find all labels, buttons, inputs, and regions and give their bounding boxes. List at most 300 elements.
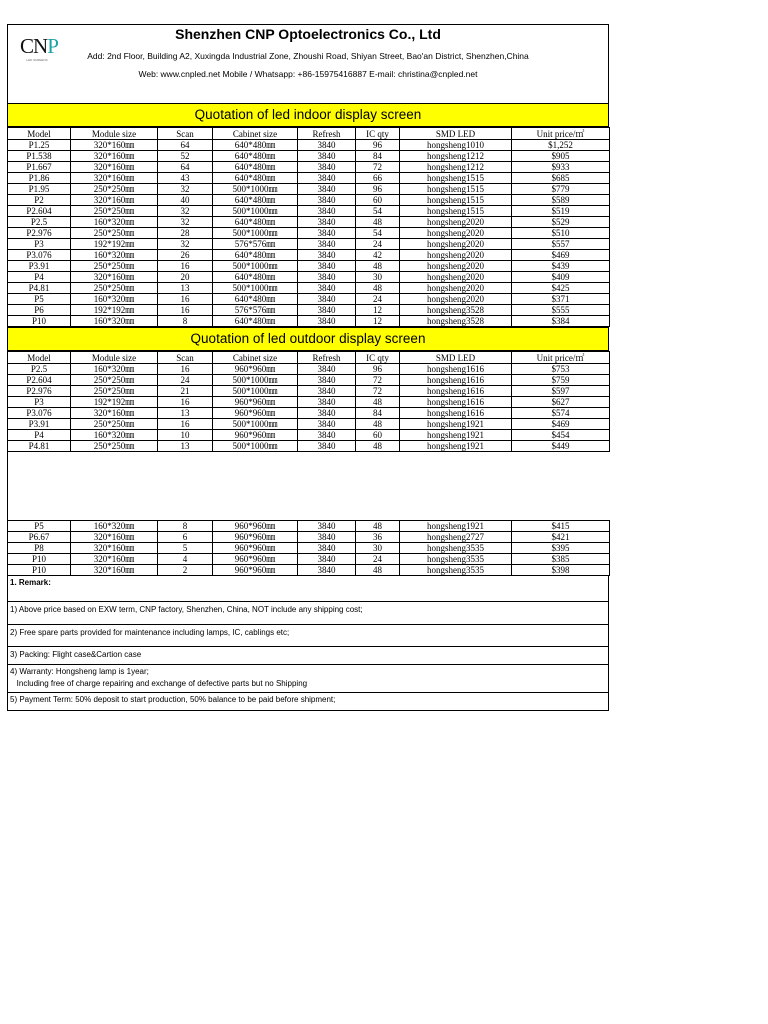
table-cell: P3 <box>8 397 71 408</box>
table-row <box>8 554 610 565</box>
outdoor-price-table-continued <box>7 520 610 576</box>
table-cell: hongsheng1515 <box>400 173 512 184</box>
table-cell: P3.91 <box>8 261 71 272</box>
table-cell: P1.25 <box>8 140 71 151</box>
table-cell: 160*320㎜ <box>71 521 158 532</box>
table-cell: 16 <box>158 294 213 305</box>
table-cell: 30 <box>356 543 400 554</box>
table-cell: 48 <box>356 217 400 228</box>
table-cell: $779 <box>512 184 610 195</box>
table-cell: 26 <box>158 250 213 261</box>
table-cell: 3840 <box>298 217 356 228</box>
table-cell: 500*1000㎜ <box>213 419 298 430</box>
table-cell: $449 <box>512 441 610 452</box>
table-cell: 48 <box>356 397 400 408</box>
table-cell: 160*320㎜ <box>71 294 158 305</box>
table-cell: 160*320㎜ <box>71 316 158 327</box>
table-cell: hongsheng2020 <box>400 217 512 228</box>
table-cell: 8 <box>158 316 213 327</box>
column-header: Unit price/㎡ <box>512 352 610 364</box>
table-cell: hongsheng2020 <box>400 228 512 239</box>
table-cell: hongsheng1515 <box>400 184 512 195</box>
table-cell: hongsheng2020 <box>400 261 512 272</box>
table-cell: 320*160㎜ <box>71 554 158 565</box>
table-cell: P1.538 <box>8 151 71 162</box>
column-header: Unit price/㎡ <box>512 128 610 140</box>
table-cell: 640*480㎜ <box>213 316 298 327</box>
table-cell: 640*480㎜ <box>213 294 298 305</box>
table-cell: 320*160㎜ <box>71 543 158 554</box>
remark-item: Including free of charge repairing and exchange of defective parts but no Shipping <box>10 679 308 688</box>
table-cell: hongsheng3535 <box>400 565 512 576</box>
table-cell: 32 <box>158 239 213 250</box>
remark-item: 4) Warranty: Hongsheng lamp is 1year; <box>10 667 149 676</box>
table-cell: hongsheng3535 <box>400 543 512 554</box>
table-row <box>8 521 610 532</box>
table-cell: $454 <box>512 430 610 441</box>
table-cell: 16 <box>158 419 213 430</box>
table-cell: 48 <box>356 521 400 532</box>
table-cell: hongsheng1010 <box>400 140 512 151</box>
company-header <box>7 24 609 103</box>
table-cell: P5 <box>8 294 71 305</box>
table-row <box>8 272 610 283</box>
table-cell: 320*160㎜ <box>71 565 158 576</box>
table-row <box>8 305 610 316</box>
column-header: Scan <box>158 128 213 140</box>
table-cell: 3840 <box>298 441 356 452</box>
table-cell: 250*250㎜ <box>71 228 158 239</box>
table-row <box>8 364 610 375</box>
table-cell: 640*480㎜ <box>213 195 298 206</box>
indoor-price-table <box>7 127 610 327</box>
table-cell: 48 <box>356 441 400 452</box>
table-cell: 96 <box>356 184 400 195</box>
table-cell: 3840 <box>298 375 356 386</box>
table-cell: 3840 <box>298 397 356 408</box>
table-cell: 250*250㎜ <box>71 184 158 195</box>
table-cell: 250*250㎜ <box>71 441 158 452</box>
table-cell: hongsheng1616 <box>400 375 512 386</box>
table-cell: P4.81 <box>8 441 71 452</box>
table-cell: 960*960㎜ <box>213 543 298 554</box>
table-cell: 500*1000㎜ <box>213 261 298 272</box>
table-cell: hongsheng1616 <box>400 364 512 375</box>
table-cell: $425 <box>512 283 610 294</box>
table-cell: $510 <box>512 228 610 239</box>
table-cell: 320*160㎜ <box>71 162 158 173</box>
table-cell: 36 <box>356 532 400 543</box>
table-cell: 24 <box>356 294 400 305</box>
table-cell: 52 <box>158 151 213 162</box>
table-cell: $905 <box>512 151 610 162</box>
table-row <box>8 228 610 239</box>
table-cell: 3840 <box>298 261 356 272</box>
table-header-row <box>8 352 610 364</box>
table-cell: 640*480㎜ <box>213 173 298 184</box>
table-cell: hongsheng1616 <box>400 408 512 419</box>
table-cell: $519 <box>512 206 610 217</box>
table-row <box>8 543 610 554</box>
table-cell: 20 <box>158 272 213 283</box>
table-cell: 192*192㎜ <box>71 239 158 250</box>
table-cell: 13 <box>158 441 213 452</box>
table-cell: 576*576㎜ <box>213 305 298 316</box>
table-cell: P5 <box>8 521 71 532</box>
table-cell: 3840 <box>298 521 356 532</box>
table-cell: hongsheng1515 <box>400 206 512 217</box>
table-cell: 3840 <box>298 532 356 543</box>
column-header: Module size <box>71 352 158 364</box>
remark-item: 5) Payment Term: 50% deposit to start production, 50% balance to be paid before shipment; <box>10 695 336 704</box>
outdoor-price-table <box>7 351 610 452</box>
company-name: Shenzhen CNP Optoelectronics Co., Ltd <box>175 26 441 42</box>
indoor-title: Quotation of led indoor display screen <box>7 103 609 127</box>
table-cell: 320*160㎜ <box>71 195 158 206</box>
table-cell: 84 <box>356 151 400 162</box>
table-cell: $574 <box>512 408 610 419</box>
table-row <box>8 140 610 151</box>
table-cell: 250*250㎜ <box>71 261 158 272</box>
table-cell: 6 <box>158 532 213 543</box>
table-cell: P10 <box>8 316 71 327</box>
table-cell: 43 <box>158 173 213 184</box>
logo-mark: CNP <box>20 34 58 58</box>
table-cell: 10 <box>158 430 213 441</box>
table-cell: hongsheng1616 <box>400 386 512 397</box>
table-cell: 320*160㎜ <box>71 272 158 283</box>
remark-item-warranty <box>8 665 608 693</box>
column-header: SMD LED <box>400 352 512 364</box>
table-cell: $385 <box>512 554 610 565</box>
table-cell: 960*960㎜ <box>213 565 298 576</box>
table-row <box>8 419 610 430</box>
table-row <box>8 261 610 272</box>
table-cell: P2.976 <box>8 228 71 239</box>
table-cell: 8 <box>158 521 213 532</box>
remarks-title: 1. Remark: <box>8 576 608 602</box>
table-cell: $398 <box>512 565 610 576</box>
table-cell: hongsheng1921 <box>400 441 512 452</box>
column-header: IC qty <box>356 128 400 140</box>
table-cell: 66 <box>356 173 400 184</box>
table-cell: 48 <box>356 283 400 294</box>
table-cell: 250*250㎜ <box>71 283 158 294</box>
table-cell: hongsheng2020 <box>400 239 512 250</box>
company-address: Add: 2nd Floor, Building A2, Xuxingda Industrial Zone, Zhoushi Road, Shiyan Street, Bao'an District, Shenzhen,China <box>87 51 529 61</box>
outdoor-title: Quotation of led outdoor display screen <box>7 327 609 351</box>
table-cell: hongsheng1921 <box>400 521 512 532</box>
table-cell: 72 <box>356 375 400 386</box>
column-header: Cabinet size <box>213 128 298 140</box>
table-cell: P2.5 <box>8 217 71 228</box>
table-cell: 160*320㎜ <box>71 364 158 375</box>
table-row <box>8 532 610 543</box>
table-cell: P10 <box>8 554 71 565</box>
table-cell: 28 <box>158 228 213 239</box>
table-cell: 4 <box>158 554 213 565</box>
table-cell: $753 <box>512 364 610 375</box>
table-cell: $439 <box>512 261 610 272</box>
table-cell: $589 <box>512 195 610 206</box>
column-header: Refresh <box>298 128 356 140</box>
table-cell: hongsheng3528 <box>400 316 512 327</box>
table-cell: $1,252 <box>512 140 610 151</box>
column-header: Refresh <box>298 352 356 364</box>
table-cell: 640*480㎜ <box>213 272 298 283</box>
table-cell: hongsheng2020 <box>400 294 512 305</box>
table-cell: 24 <box>356 554 400 565</box>
table-cell: 640*480㎜ <box>213 250 298 261</box>
table-cell: 40 <box>158 195 213 206</box>
table-cell: P2.604 <box>8 375 71 386</box>
table-cell: P4 <box>8 272 71 283</box>
table-cell: 500*1000㎜ <box>213 228 298 239</box>
table-cell: P2.5 <box>8 364 71 375</box>
table-cell: 12 <box>356 305 400 316</box>
table-cell: 3840 <box>298 430 356 441</box>
table-cell: 160*320㎜ <box>71 250 158 261</box>
table-cell: P3.076 <box>8 408 71 419</box>
table-cell: 3840 <box>298 386 356 397</box>
company-contact: Web: www.cnpled.net Mobile / Whatsapp: +86-15975416887 E-mail: christina@cnpled.net <box>138 69 478 79</box>
table-cell: P6 <box>8 305 71 316</box>
table-cell: 960*960㎜ <box>213 521 298 532</box>
table-cell: 3840 <box>298 283 356 294</box>
column-header: SMD LED <box>400 128 512 140</box>
table-cell: 64 <box>158 162 213 173</box>
table-cell: 640*480㎜ <box>213 162 298 173</box>
table-cell: 3840 <box>298 184 356 195</box>
table-cell: P3.91 <box>8 419 71 430</box>
table-cell: 320*160㎜ <box>71 408 158 419</box>
table-cell: $409 <box>512 272 610 283</box>
table-cell: 24 <box>356 239 400 250</box>
table-row <box>8 239 610 250</box>
table-cell: 320*160㎜ <box>71 173 158 184</box>
table-cell: 54 <box>356 228 400 239</box>
table-cell: $627 <box>512 397 610 408</box>
table-cell: 640*480㎜ <box>213 217 298 228</box>
table-cell: $529 <box>512 217 610 228</box>
table-cell: 12 <box>356 316 400 327</box>
table-cell: 3840 <box>298 228 356 239</box>
table-cell: 13 <box>158 408 213 419</box>
remark-item: 2) Free spare parts provided for maintenance including lamps, IC, cablings etc; <box>8 625 608 647</box>
table-cell: hongsheng2020 <box>400 283 512 294</box>
table-cell: $371 <box>512 294 610 305</box>
column-header: Cabinet size <box>213 352 298 364</box>
table-cell: P2 <box>8 195 71 206</box>
table-cell: 3840 <box>298 250 356 261</box>
table-row <box>8 565 610 576</box>
table-cell: $395 <box>512 543 610 554</box>
table-cell: 3840 <box>298 408 356 419</box>
table-row <box>8 408 610 419</box>
column-header: Model <box>8 128 71 140</box>
table-cell: P4.81 <box>8 283 71 294</box>
table-cell: hongsheng1515 <box>400 195 512 206</box>
table-row <box>8 184 610 195</box>
table-cell: 500*1000㎜ <box>213 386 298 397</box>
table-cell: 54 <box>356 206 400 217</box>
table-cell: $685 <box>512 173 610 184</box>
table-cell: 3840 <box>298 151 356 162</box>
column-header: Model <box>8 352 71 364</box>
table-cell: 250*250㎜ <box>71 375 158 386</box>
table-row <box>8 375 610 386</box>
remark-item: 3) Packing: Flight case&Cartion case <box>8 647 608 665</box>
table-cell: 500*1000㎜ <box>213 283 298 294</box>
table-cell: P2.976 <box>8 386 71 397</box>
table-row <box>8 206 610 217</box>
table-cell: 96 <box>356 140 400 151</box>
table-cell: 640*480㎜ <box>213 151 298 162</box>
page-break-gap <box>7 452 609 520</box>
table-cell: P6.67 <box>8 532 71 543</box>
column-header: Module size <box>71 128 158 140</box>
table-cell: hongsheng2020 <box>400 250 512 261</box>
table-cell: P2.604 <box>8 206 71 217</box>
table-cell: P3.076 <box>8 250 71 261</box>
table-cell: 250*250㎜ <box>71 419 158 430</box>
table-row <box>8 294 610 305</box>
table-cell: 3840 <box>298 195 356 206</box>
table-cell: 13 <box>158 283 213 294</box>
table-row <box>8 386 610 397</box>
table-row <box>8 162 610 173</box>
table-row <box>8 397 610 408</box>
table-cell: 192*192㎜ <box>71 397 158 408</box>
table-cell: 960*960㎜ <box>213 364 298 375</box>
table-cell: 3840 <box>298 305 356 316</box>
table-cell: 3840 <box>298 554 356 565</box>
table-cell: 500*1000㎜ <box>213 441 298 452</box>
table-cell: 60 <box>356 430 400 441</box>
table-cell: 3840 <box>298 140 356 151</box>
table-cell: 64 <box>158 140 213 151</box>
table-cell: P8 <box>8 543 71 554</box>
table-cell: 3840 <box>298 543 356 554</box>
table-row <box>8 250 610 261</box>
table-cell: 960*960㎜ <box>213 430 298 441</box>
table-cell: 576*576㎜ <box>213 239 298 250</box>
column-header: Scan <box>158 352 213 364</box>
table-cell: $555 <box>512 305 610 316</box>
table-cell: 3840 <box>298 294 356 305</box>
table-row <box>8 195 610 206</box>
table-cell: 320*160㎜ <box>71 140 158 151</box>
quotation-sheet <box>7 24 609 711</box>
table-cell: P1.86 <box>8 173 71 184</box>
table-cell: 3840 <box>298 419 356 430</box>
table-cell: $933 <box>512 162 610 173</box>
table-cell: 250*250㎜ <box>71 206 158 217</box>
table-cell: 48 <box>356 261 400 272</box>
table-cell: 48 <box>356 565 400 576</box>
table-cell: $415 <box>512 521 610 532</box>
table-cell: 5 <box>158 543 213 554</box>
table-cell: hongsheng3535 <box>400 554 512 565</box>
table-cell: 42 <box>356 250 400 261</box>
table-cell: 32 <box>158 217 213 228</box>
table-cell: $469 <box>512 250 610 261</box>
table-cell: 21 <box>158 386 213 397</box>
table-cell: 500*1000㎜ <box>213 206 298 217</box>
table-cell: $384 <box>512 316 610 327</box>
table-cell: hongsheng1921 <box>400 430 512 441</box>
table-cell: hongsheng1921 <box>400 419 512 430</box>
table-row <box>8 316 610 327</box>
table-cell: 2 <box>158 565 213 576</box>
table-cell: 32 <box>158 184 213 195</box>
table-row <box>8 151 610 162</box>
table-cell: 24 <box>158 375 213 386</box>
table-cell: 320*160㎜ <box>71 532 158 543</box>
table-cell: 3840 <box>298 316 356 327</box>
table-cell: $557 <box>512 239 610 250</box>
table-cell: hongsheng1212 <box>400 151 512 162</box>
table-cell: 960*960㎜ <box>213 397 298 408</box>
table-cell: 96 <box>356 364 400 375</box>
table-cell: 3840 <box>298 272 356 283</box>
table-cell: P10 <box>8 565 71 576</box>
table-cell: P3 <box>8 239 71 250</box>
table-cell: 48 <box>356 419 400 430</box>
table-cell: 3840 <box>298 239 356 250</box>
table-cell: 30 <box>356 272 400 283</box>
table-cell: 60 <box>356 195 400 206</box>
table-cell: hongsheng1212 <box>400 162 512 173</box>
table-cell: 72 <box>356 162 400 173</box>
table-cell: 960*960㎜ <box>213 532 298 543</box>
remark-item: 1) Above price based on EXW term, CNP factory, Shenzhen, China, NOT include any shipping cost; <box>8 602 608 625</box>
table-cell: 3840 <box>298 162 356 173</box>
table-cell: 960*960㎜ <box>213 554 298 565</box>
table-header-row <box>8 128 610 140</box>
table-cell: P4 <box>8 430 71 441</box>
table-row <box>8 173 610 184</box>
table-cell: P1.667 <box>8 162 71 173</box>
table-cell: 3840 <box>298 565 356 576</box>
table-cell: 192*192㎜ <box>71 305 158 316</box>
table-row <box>8 441 610 452</box>
table-cell: 16 <box>158 364 213 375</box>
table-cell: 320*160㎜ <box>71 151 158 162</box>
table-cell: $469 <box>512 419 610 430</box>
table-cell: $421 <box>512 532 610 543</box>
table-cell: 3840 <box>298 206 356 217</box>
logo-subtext: LED SCREENS <box>26 58 48 62</box>
table-row <box>8 217 610 228</box>
table-cell: 3840 <box>298 173 356 184</box>
table-cell: 960*960㎜ <box>213 408 298 419</box>
table-cell: 16 <box>158 261 213 272</box>
table-cell: 160*320㎜ <box>71 430 158 441</box>
table-cell: 72 <box>356 386 400 397</box>
table-cell: hongsheng2020 <box>400 272 512 283</box>
table-cell: $597 <box>512 386 610 397</box>
table-cell: 250*250㎜ <box>71 386 158 397</box>
table-cell: P1.95 <box>8 184 71 195</box>
table-row <box>8 283 610 294</box>
table-cell: 160*320㎜ <box>71 217 158 228</box>
table-cell: 84 <box>356 408 400 419</box>
table-cell: hongsheng2727 <box>400 532 512 543</box>
remarks-section <box>7 576 609 711</box>
table-cell: 16 <box>158 305 213 316</box>
table-row <box>8 430 610 441</box>
